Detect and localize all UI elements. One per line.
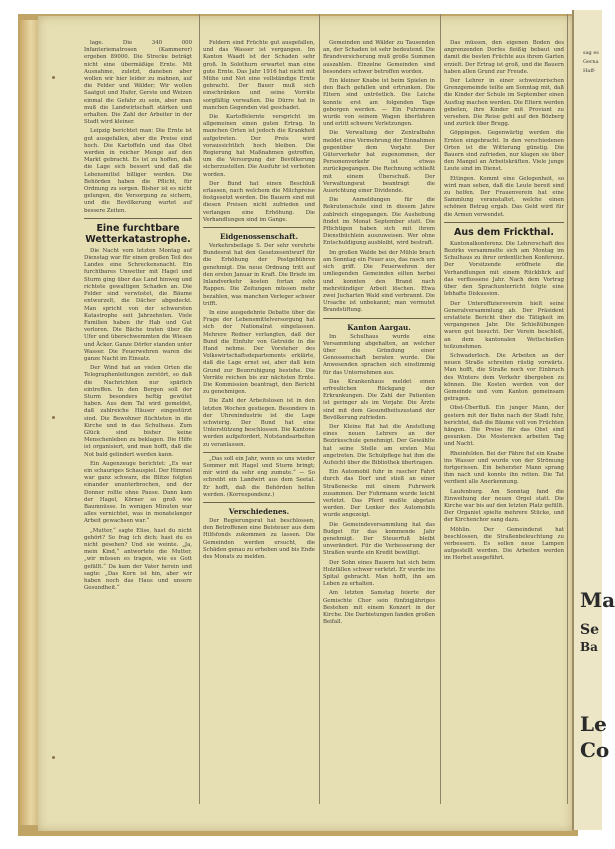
article-text: lage. Die 340 000 Infanteriematrosen (Kammerer) ergeben 89000. Die Strecke beträgt nicht eine übermäßige Ernte. Mit Ausnahme, zuletzt, daneben aber wollen wir hier leider zu mahnen, auf die Felder und Wälder; Wir wollen Saatgut und Hafer, Gerste und Weizen einmal die Gefahr zu sein, aber man muß die Landwirtschaft stärken und erhalten. Die Zahl der Arbeiter in der Stadt wird kleiner. [84,40,192,126]
divider [203,502,315,503]
adjacent-headline-fragment: Se [580,622,600,638]
adjacent-headline-fragment: Ma [580,588,615,612]
divider [323,318,435,319]
article-text: Der Bund hat einen Beschluß erlassen, nach welchem die Milchpreise festgesetzt werden. Die Bauern sind mit diesen Preisen nicht zufrieden und verlangen eine Erhöhung. Die Verhandlungen sind im Gange. [203,180,315,223]
adjacent-page-text [577,50,601,570]
headline-weather-catastrophe: Eine furchtbare Wetterkatastrophe. [85,222,191,245]
column-rule [319,14,320,804]
article-text: Der Kleine Rat hat die Anstellung eines neuen Lehrers an der Bezirksschule genehmigt. Der Gewählte hat seine Stelle am ersten Mai angetreten. Die Schulpflege hat ihm die Aufsicht über die Bibliothek übertragen. [323,423,435,466]
divider [203,452,315,453]
adjacent-headline-fragment: Co [580,738,610,762]
article-text: Im großen Walde bei der Mühle brach am Sonntag ein Feuer aus, das rasch um sich griff. Die Feuerwehren der umliegenden Gemeinden eilten herbei und konnten den Brand nach mehrstündiger Arbeit löschen. Etwa zwei Jucharten Wald sind verbrannt. Die Ursache ist unbekannt; man vermutet Brandstiftung. [323,249,435,314]
article-text: Der Unteroffiziersverein hielt seine Generalversammlung ab. Der Präsident erstattete Bericht über die Tätigkeit im vergangenen Jahr. Die Schießübungen waren gut besucht. Der Verein beschloß, an dem kantonalen Wettschießen teilzunehmen. [444,300,564,350]
binding-hole [52,76,55,79]
article-text: Rheinfelden. Bei der Fähre fiel ein Knabe ins Wasser und wurde von der Strömung fortgerissen. Ein beherzter Mann sprang ihm nach und konnte ihn retten. Die Tat verdient alle Anerkennung. [444,450,564,486]
article-text: Das Krankenhaus meldet einen erfreulichen Rückgang der Erkrankungen. Die Zahl der Patienten ist geringer als im Vorjahr. Die Ärzte sind mit dem Gesundheitszustand der Bevölkerung zufrieden. [323,378,435,421]
article-text: Ein kleiner Knabe ist beim Spielen in den Bach gefallen und ertrunken. Die Eltern sind untröstlich. Die Leiche konnte erst am folgenden Tage geborgen werden. — Ein Fuhrmann wurde von seinem Wagen überfahren und erlitt schwere Verletzungen. [323,78,435,128]
article-text: Obst-Überfluß. Ein junger Mann, der gestern mit der Bahn nach der Stadt fuhr, berichtet, daß die Bäume voll von Früchten hängen. Die Preise für das Obst sind gesunken. Die Mostereien arbeiten Tag und Nacht. [444,405,564,448]
divider [203,227,315,228]
article-text: Ein Augenzeuge berichtet: „Es war ein schauriges Schauspiel. Der Himmel war ganz schwarz, die Blitze folgten einander ununterbrochen, und der Donner rollte ohne Pause. Dann kam der Hagel, Körner so groß wie Baumnüsse. In wenigen Minuten war alles vernichtet, was in monatelanger Arbeit gewachsen war.“ [84,460,192,525]
column-rule [440,14,441,804]
book-spine-edge [20,20,38,825]
section-heading-verschiedenes: Verschiedenes. [228,506,290,516]
article-text: Am letzten Samstag feierte der Gemischte Chor sein fünfzigjähriges Bestehen mit einem Konzert in der Kirche. Die Darbietungen fanden großen Beifall. [323,590,435,626]
fragment-text: Gerna [583,59,599,66]
article-text: Die Anmeldungen für die Rekrutenschule sind in diesem Jahre zahlreich eingegangen. Die Aushebung findet im Monat September statt. Die Pflichtigen haben sich mit ihrem Dienstbüchlein auszuweisen. Wer ohne Entschuldigung ausbleibt, wird bestraft. [323,197,435,247]
divider [84,218,192,219]
article-text: Verkehrsbeilage S. Der sehr verehrte Bundesrat hat den Gesetzesentwurf für die Erhöhung der Postgebühren genehmigt. Die neue Ordnung tritt auf den ersten Januar in Kraft. Die Briefe im Inlandverkehr kosten fortan zehn Rappen. Die Zeitungen müssen mehr bezahlen, was manchen Verleger schwer trifft. [203,243,315,307]
article-text: In eine ausgedehnte Debatte über die Frage der Lebensmittelversorgung hat sich der Nationalrat eingelassen. Mehrere Redner verlangten, daß der Bund die Einfuhr von Getreide in die Hand nehme. Der Vorsteher des Volkswirtschaftsdepartements erklärte, daß die Lage ernst sei, aber daß kein Grund zur Beunruhigung bestehe. Die Vorräte reichen bis zur nächsten Ernte. Die Kommission beantragt, den Bericht zu genehmigen. [203,309,315,396]
article-text: Die Kartoffelernte verspricht im allgemeinen einen guten Ertrag. In manchen Orten ist jedoch die Krankheit aufgetreten. Der Preis wird voraussichtlich hoch bleiben. Die Regierung hat Maßnahmen getroffen, um die Versorgung der Bevölkerung sicherzustellen. Die Ausfuhr ist verboten worden. [203,114,315,178]
adjacent-page [572,10,615,830]
article-text: Der Sohn eines Bauern hat sich beim Holzfällen schwer verletzt. Er wurde ins Spital gebracht. Man hofft, ihn am Leben zu erhalten. [323,559,435,588]
adjacent-headline-fragment: Ba [580,640,598,654]
article-text: Die Nacht vom letzten Montag auf Dienstag war für einen großen Teil des Landes eine Schreckensnacht. Ein furchtbares Unwetter mit Hagel und Sturm ging über das Land hinweg und richtete gewaltigen Schaden an. Die Felder sind verwüstet, die Bäume entwurzelt, die Dächer abgedeckt. Man spricht von der schwersten Katastrophe seit Jahrzehnten. Viele Familien haben ihr Hab und Gut verloren. Die Bäche traten über die Ufer und überschwemmten die Wiesen und Äcker. Ganze Dörfer standen unter Wasser. Die Feuerwehren waren die ganze Nacht im Einsatz. [84,247,192,362]
article-text: Feldern sind Früchte gut ausgefallen, und das Wasser ist vergangen. Im Kanton Waadt ist der Schaden sehr groß. In Solothurn erwartet man eine gute Ernte. Das Jahr 1916 hat nicht mit Mühe und Not eine vollständige Ernte gebracht. Der Bauer muß sich einschränken und seine Vorräte sorgfältig verwalten. Die Dürre hat in manchen Gegenden viel geschadet. [203,40,315,111]
article-text: Leipzig berichtet man: Die Ernte ist gut ausgefallen, aber die Preise sind hoch. Die Kartoffeln und das Obst werden in reicher Menge auf den Markt gebracht. Es ist zu hoffen, daß die Lage sich bessert und daß die Lebensmittel billiger werden. Die Behörden haben die Pflicht, für Ordnung zu sorgen. Bisher ist es nicht gelungen, die Versorgung zu sichern, und die Bevölkerung wartet auf bessere Zeiten. [84,128,192,214]
column-rule [199,14,200,804]
binding-hole [52,756,55,759]
divider [444,222,564,223]
article-text: Schwaderloch. Die Arbeiten an der neuen Straße schreiten rüstig vorwärts. Man hofft, die Straße noch vor Einbruch des Winters dem Verkehr übergeben zu können. Die Kosten werden von der Gemeinde und vom Kanton gemeinsam getragen. [444,352,564,403]
article-text: Der Regierungsrat hat beschlossen, den Betroffenen eine Beisteuer aus dem Hilfsfonds zukommen zu lassen. Die Gemeinden werden ersucht, die Schäden genau zu erheben und bis Ende des Monats zu melden. [203,517,315,560]
section-heading-eidgenossenschaft: Eidgenossenschaft. [220,232,298,242]
article-text: Gemeinden und Wälder zu Tausenden an, der Schaden ist sehr bedeutend. Die Brandversicherung muß große Summen auszahlen. Einzelne Gemeinden sind besonders schwer betroffen worden. [323,40,435,75]
fragment-text: sag es [583,50,599,56]
article-text: Der Wind hat an vielen Orten die Telegraphenleitungen zerstört, so daß die Nachrichten nur spärlich eintreffen. In den Bergen soll der Sturm besonders heftig gewütet haben. Aus dem Tal wird gemeldet, daß zahlreiche Häuser eingestürzt sind. Die Bewohner flüchteten in die Kirche und in das Schulhaus. Zum Glück sind bisher keine Menschenleben zu beklagen. Die Hilfe ist organisiert, und man hofft, daß die Not bald gelindert werden kann. [84,365,192,458]
article-text: Göppingen. Gegenwärtig werden die Ernten eingebracht. In den verschiedenen Orten ist die Witterung günstig. Die Bauern sind zufrieden, nur klagen sie über den Mangel an Arbeitskräften. Viele junge Leute sind im Dienst. [444,130,564,173]
article-text: Kantonalkonferenz. Die Lehrerschaft des Bezirks versammelte sich am Montag im Schulhaus zu ihrer ordentlichen Konferenz. Der Vorsitzende eröffnete die Verhandlungen mit einem Rückblick auf das verflossene Jahr. Nach dem Vortrag über den Sprachunterricht folgte eine lebhafte Diskussion. [444,240,564,298]
column-1 [84,40,192,810]
article-text: Die Zahl der Arbeitslosen ist in den letzten Wochen gestiegen. Besonders in der Uhrenindustrie ist die Lage schwierig. Der Bund hat eine Unterstützung beschlossen. Die Kantone werden aufgefordert, Notstandsarbeiten zu veranlassen. [203,398,315,448]
section-heading-frickthal: Aus dem Frickthal. [454,226,554,238]
article-text: Ettingen. Kommt eine Gelegenheit, so wird man sehen, daß die Leute bereit sind zu helfen. Der Frauenverein hat eine Sammlung veranstaltet, welche einen schönen Betrag ergab. Das Geld wird für die Armen verwendet. [444,175,564,218]
article-text: Im Schulhaus wurde eine Versammlung abgehalten, an welcher über die Gründung einer Genossenschaft beraten wurde. Die Anwesenden sprachen sich einstimmig für das Unternehmen aus. [323,333,435,376]
column-4 [444,40,564,810]
section-heading-kanton-aargau: Kanton Aargau. [347,322,411,332]
binding-hole [52,416,55,419]
column-3 [323,40,435,810]
article-text: Laufenburg. Am Sonntag fand die Einweihung der neuen Orgel statt. Die Kirche war bis auf den letzten Platz gefüllt. Der Organist spielte mehrere Stücke, und der Kirchenchor sang dazu. [444,488,564,524]
article-text: Ein Automobil fuhr in rascher Fahrt durch das Dorf und stieß an einer Straßenecke mit einem Fuhrwerk zusammen. Der Fuhrmann wurde leicht verletzt. Das Pferd mußte abgetan werden. Der Lenker des Automobils wurde angezeigt. [323,469,435,519]
article-text: „Mutter,“ sagte Elise, hast du nicht gehört? So frag ich dich; hast du es nicht gesehen? Und sie weinte. „Ja, mein Kind,“ antwortete die Mutter, „wir müssen es tragen, wie es Gott gefällt.“ Da kam der Vater herein und sagte: „Das Korn ist hin, aber wir haben noch das Haus und unsere Gesundheit.“ [84,527,192,592]
adjacent-headline-fragment: Le [580,712,607,736]
column-rule [567,14,568,804]
article-text: Möhlin. Der Gemeinderat hat beschlossen, die Straßenbeleuchtung zu verbessern. Es sollen neue Lampen aufgestellt werden. Die Arbeiten werden im Herbst ausgeführt. [444,526,564,562]
article-text: Die Verwaltung der Zentralbahn meldet eine Vermehrung der Einnahmen gegenüber dem Vorjahr. Der Güterverkehr hat zugenommen, der Personenverkehr ist etwas zurückgegangen. Die Rechnung schließt mit einem Überschuß. Der Verwaltungsrat beantragt die Ausrichtung einer Dividende. [323,130,435,195]
column-2 [203,40,315,810]
article-text: Das müssen, den eigenen Boden des angrenzenden Dorfes fleißig bebaut und damit die besten Früchte aus ihrem Garten erzielt. Der Ertrag ist groß, und die Bauern haben allen Grund zur Freude. [444,40,564,75]
article-text: Die Gemeindeversammlung hat das Budget für das kommende Jahr genehmigt. Der Steuerfuß bleibt unverändert. Für die Verbesserung der Straßen wurde ein Kredit bewilligt. [323,521,435,557]
fragment-text: Haff- [583,68,596,75]
article-text: „Das soll ein Jahr, wenn es uns wieder Sommer mit Hagel und Sturm bringt; mir wird da sehr eng zumute.“ — So schreibt ein Landwirt aus dem Seetal. Er hofft, daß die Behörden helfen werden. (Korrespondenz.) [203,455,315,498]
article-text: Der Lehrer in einer schweizerischen Grenzgemeinde teilte am Sonntag mit, daß die Kinder der Schule im September einen Ausflug machen werden. Die Eltern werden gebeten, ihre Kinder mit Proviant zu versehen. Die Reise geht auf den Bözberg und zurück über Brugg. [444,78,564,128]
